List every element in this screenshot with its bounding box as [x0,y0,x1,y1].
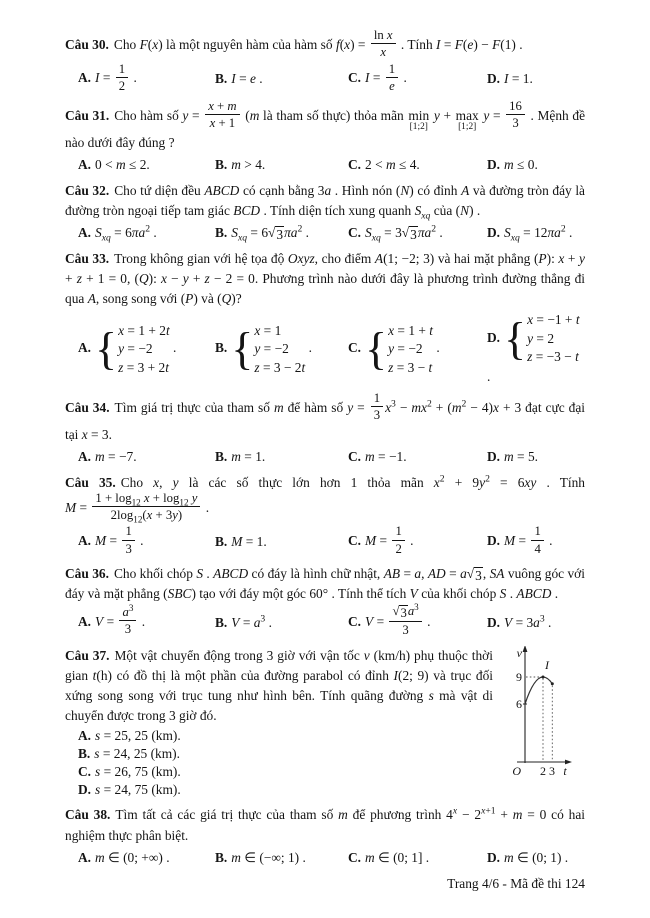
option-text: m = 5. [504,448,538,464]
option-text: I = $\frac{1}{2}$ . [95,61,137,93]
option-letter: B. [215,448,228,464]
question-30-label: Câu 30. [65,36,109,52]
question-36-option-a [78,602,215,639]
option-letter: C. [348,448,362,464]
option-text: m ∈ (0; 1] . [365,849,430,865]
option-letter: D. [487,156,501,172]
end-point [551,682,554,685]
question-31-option-c [348,155,487,175]
question-34-text: Tìm giá trị thực của tham số m để hàm số y = $\frac{1}{3}$ $x^3 - mx^2 + (m^2 - 4)x + 3$ đạt cực đại tại x = 3. [65,391,586,442]
option-letter: A. [78,340,92,356]
question-36-option-b [215,613,348,633]
question-37-label: Câu 37. [65,647,110,663]
option-letter: A. [78,156,92,172]
t-tick-3-label: 3 [549,763,555,778]
option-letter: B. [215,614,228,630]
question-35-stem-formula [65,490,585,525]
question-32-text: Cho tứ diện đều ABCD có cạnh bằng 3a . Hình nón (N) có đỉnh A và đường tròn đáy là đường tròn ngoại tiếp tam giác BCD . Tính diện tích xung quanh $S_{xq}$ của (N) . [65,182,586,222]
option-letter: A. [78,533,92,549]
question-34-options [78,447,585,467]
v-tick-6-label: 6 [516,696,522,711]
question-33-stem [65,249,585,309]
option-text: m ∈ (−∞; 1) . [231,849,306,865]
question-32-label: Câu 32. [65,182,110,198]
question-31-stem [65,101,585,153]
question-32-option-d [487,223,585,243]
option-text: s = 25, 25 (km). [95,728,181,744]
question-35-option-a [78,526,215,558]
option-text: M = $\frac{1}{3}$ . [95,524,144,556]
question-36 [65,564,585,640]
question-31-option-b [215,155,348,175]
option-text: V = √ 3 $a^3$ 3 . [365,601,431,638]
question-33-text: Trong không gian với hệ tọa độ Oxyz, cho điểm A(1; −2; 3) và hai mặt phẳng (P): x + y + z + 1 = 0, (Q): x − y + z − 2 = 0. Phương trình nào dưới đây là phương trình đường thẳng đi qua A, song song với (P) và (Q)? [65,251,586,307]
question-35-text: Cho x, y là các số thực lớn hơn 1 thỏa mãn $x^2 + 9y^2 = 6xy$ . Tính [120,473,585,490]
option-text: m = 1. [231,448,266,464]
option-text: m ≤ 0. [504,156,538,172]
question-30-stem [65,30,585,62]
option-text: $V = a^3$ . [231,613,272,630]
question-34-option-c [348,447,487,467]
option-letter: B. [78,746,91,762]
question-38-options [78,848,585,868]
question-31-option-a [78,155,215,175]
option-text: I = e . [231,71,263,87]
question-37 [65,646,585,800]
option-letter: D. [487,330,501,346]
question-35-stem [65,473,585,493]
option-text: m ∈ (0; 1) . [504,849,569,865]
option-letter: D. [487,225,501,241]
t-tick-2-label: 2 [540,763,546,778]
option-text: { x = 1 + t y = −2 z = 3 − t . [365,322,440,375]
option-letter: C. [78,764,92,780]
question-34-stem [65,393,585,445]
question-38-option-c [348,848,487,868]
question-30 [65,30,585,95]
option-text: m = −7. [95,448,137,464]
option-letter: A. [78,613,92,629]
page-footer: Trang 4/6 - Mã đề thi 124 [447,875,585,891]
question-36-stem [65,564,585,604]
option-text: $S_{xq} = 6$ √ 3 $\pi a^2$ . [231,223,310,244]
option-letter: C. [348,70,362,86]
option-letter: B. [215,534,228,550]
option-letter: A. [78,849,92,865]
option-text: { x = 1 y = −2 z = 3 − 2t . [231,322,312,375]
option-letter: D. [487,533,501,549]
question-30-option-a [78,61,215,96]
option-letter: A. [78,448,92,464]
question-33-option-c [348,322,487,378]
v-axis-arrow [523,646,528,652]
option-text: I = 1. [504,71,533,87]
question-35-options [78,526,585,558]
question-35-label: Câu 35. [65,474,116,490]
option-letter: C. [348,613,362,629]
option-text: M = $\frac{1}{4}$ . [504,524,553,556]
question-30-options [78,61,585,96]
question-32 [65,181,585,243]
option-letter: D. [78,782,92,798]
question-32-option-b [215,223,348,243]
option-letter: C. [348,533,362,549]
question-32-stem [65,181,585,221]
question-34 [65,393,585,467]
v-axis-label: v [516,645,522,660]
option-text: $V = 3a^3$ . [504,613,552,630]
question-30-option-b [215,69,348,89]
option-letter: D. [487,849,501,865]
question-31 [65,101,585,175]
option-letter: C. [348,156,362,172]
question-38-label: Câu 38. [65,807,111,823]
parabola-curve [525,677,552,704]
option-text: s = 24, 25 (km). [94,746,180,762]
question-37-text: Một vật chuyển động trong 3 giờ với vận tốc v (km/h) phụ thuộc thời gian t(h) có đồ thị là một phần của đường parabol có đỉnh I(2; 9) và trục đối xứng song song với trục tung như hình bên. Tính quãng đường s mà vật di chuyển được trong 3 giờ đó. [65,647,493,723]
question-38-text: Tìm tất cả các giá trị thực của tham số m để phương trình $4^x - 2^{x+1} + m = 0$ có hai nghiệm thực phân biệt. [65,805,586,843]
option-letter: C. [348,849,362,865]
option-letter: C. [348,225,362,241]
option-letter: A. [78,225,92,241]
question-36-option-c [348,601,487,640]
question-38-stem [65,805,585,845]
option-letter: B. [215,849,228,865]
option-text: $S_{xq} = 6\pi a^2$ . [95,223,157,244]
option-text: M = $\frac{1}{2}$ . [365,524,414,556]
question-30-text: Cho F(x) là một nguyên hàm của hàm số f(x) = $\frac{\text{ln x}}{x}$ . Tính I = F(e) − F(1) . [113,28,523,60]
t-axis-label: t [563,763,567,778]
question-38 [65,805,585,867]
question-33-option-a [78,322,215,378]
question-34-label: Câu 34. [65,399,110,415]
option-letter: B. [215,71,228,87]
option-text: { x = −1 + t y = 2 z = −3 − t . [487,312,580,384]
question-35 [65,473,585,558]
question-35-option-c [348,526,487,558]
option-text: $S_{xq} = 3$ √ 3 $\pi a^2$ . [365,223,443,244]
velocity-time-graph [503,646,585,786]
question-31-options [78,155,585,175]
option-text: s = 26, 75 (km). [95,764,181,780]
vertex-label: I [545,657,549,672]
question-33 [65,249,585,387]
option-text: m > 4. [231,156,266,172]
question-34-option-b [215,447,348,467]
question-33-options [78,311,585,387]
option-letter: A. [78,70,92,86]
question-31-option-d [487,155,585,175]
option-text: s = 24, 75 (km). [95,782,181,798]
question-32-option-a [78,223,215,243]
question-38-option-a [78,848,215,868]
origin-label: O [512,763,521,778]
question-34-option-d [487,447,585,467]
option-text: M = 1. [231,534,267,550]
option-text: 2 < m ≤ 4. [365,156,420,172]
question-38-option-b [215,848,348,868]
option-text: V = $\frac{a^3}{3}$ . [95,602,146,637]
question-33-option-b [215,322,348,378]
option-text: 0 < m ≤ 2. [95,156,150,172]
option-letter: B. [215,340,228,356]
question-30-option-c [348,61,487,96]
question-31-text: Cho hàm số y = $\frac{x + m}{x + 1}$ (m là tham số thực) thỏa mãn min [1;2] y + max [1;2] y = $\frac{16}{3}$ . Mệnh đề nào dưới đây đúng ? [65,99,586,150]
question-33-option-d [487,311,585,387]
question-36-options [78,601,585,640]
option-text: $S_{xq} = 12\pi a^2$ . [504,223,573,244]
question-36-label: Câu 36. [65,565,109,581]
vertex-point [542,675,545,678]
option-text: { x = 1 + 2t y = −2 z = 3 + 2t . [95,322,177,375]
option-letter: C. [348,340,362,356]
option-letter: D. [487,71,501,87]
option-letter: D. [487,448,501,464]
option-text: m = −1. [365,448,407,464]
option-letter: B. [215,225,228,241]
question-34-option-a [78,447,215,467]
option-letter: A. [78,728,92,744]
question-35-formula: M = $\frac{1 + \log_{12} x + \log_{12} y}{2\log_{12}(x + 3y)}$ . [65,490,210,525]
question-33-label: Câu 33. [65,251,110,267]
question-35-option-b [215,532,348,552]
question-30-option-d [487,69,585,89]
v-tick-9-label: 9 [516,669,522,684]
question-32-options [78,223,585,243]
option-letter: B. [215,156,228,172]
question-36-option-d [487,613,585,633]
option-text: I = $\frac{1}{e}$ . [365,61,407,93]
option-text: m ∈ (0; +∞) . [95,849,170,865]
question-38-option-d [487,848,585,868]
question-35-option-d [487,526,585,558]
question-36-text: Cho khối chóp S . ABCD có đáy là hình chữ nhật, AB = a, AD = a √ 3 , SA vuông góc với đáy và mặt phẳng (SBC) tạo với đáy một góc 60° . Tính thể tích V của khối chóp S . ABCD . [65,565,585,602]
option-letter: D. [487,614,501,630]
question-32-option-c [348,223,487,243]
question-31-label: Câu 31. [65,107,110,123]
